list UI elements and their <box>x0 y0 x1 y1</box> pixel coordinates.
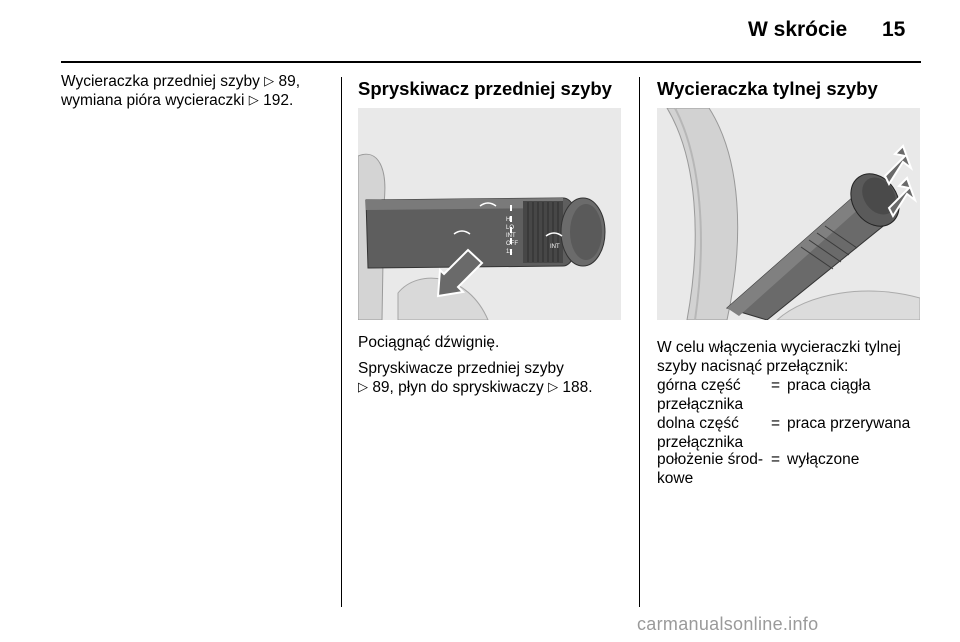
spec-meaning: wyłączone <box>787 451 860 468</box>
washer-ref2: 188. <box>562 379 593 396</box>
col3-intro <box>657 338 920 376</box>
label-int-rear: INT <box>550 244 560 250</box>
col2-text <box>358 333 633 397</box>
spec-term-line1: położenie środ- <box>657 451 763 468</box>
spec-term-line1: dolna część <box>657 415 739 432</box>
spec-meaning: praca ciągła <box>787 377 871 394</box>
section-title: W skrócie <box>748 18 848 41</box>
wiper-front-ref: 89, <box>278 73 301 90</box>
spec-row-top <box>657 376 920 414</box>
washer-ref1: 89, płyn do spryskiwaczy <box>372 379 544 396</box>
spec-sep: = <box>771 451 781 468</box>
rear-wiper-heading: Wycieraczka tylnej szyby <box>657 78 878 99</box>
page-number: 15 <box>882 18 906 41</box>
intro-line1: W celu włączenia wycieraczki tylnej <box>657 339 901 356</box>
rear-wiper-drawing <box>657 108 920 320</box>
label-int: INT <box>506 233 516 239</box>
spec-term-line1: górna część <box>657 377 741 394</box>
column-divider-left <box>341 77 342 607</box>
washer-lever-illustration <box>358 108 621 320</box>
intro-line2: szyby nacisnąć przełącznik: <box>657 358 849 375</box>
wiper-front-label: Wycieraczka przedniej szyby <box>61 73 260 90</box>
xref-icon: ▷ <box>358 379 368 394</box>
spec-row-bottom <box>657 414 920 452</box>
spec-sep: = <box>771 415 781 432</box>
label-off: OFF <box>506 241 518 247</box>
xref-icon: ▷ <box>248 92 259 107</box>
spec-sep: = <box>771 377 781 394</box>
washer-lever-drawing <box>358 108 621 320</box>
xref-icon: ▷ <box>548 379 559 394</box>
spec-term-line2: kowe <box>657 470 694 487</box>
spec-term-line2: przełącznika <box>657 396 744 413</box>
spec-term-line2: przełącznika <box>657 434 744 451</box>
rear-wiper-illustration <box>657 108 920 320</box>
watermark: carmanualsonline.info <box>637 614 819 634</box>
spec-row-middle <box>657 450 920 488</box>
label-hi: HI <box>506 217 512 223</box>
washer-para-line1: Spryskiwacze przedniej szyby <box>358 360 564 377</box>
spec-meaning: praca przerywana <box>787 415 911 432</box>
label-1x: 1x <box>506 249 513 255</box>
xref-icon: ▷ <box>264 73 275 88</box>
washer-heading: Spryskiwacz przedniej szyby <box>358 78 612 99</box>
wiper-blade-ref: 192. <box>263 92 294 109</box>
header-rule <box>61 61 921 63</box>
label-lo: LO <box>506 225 515 231</box>
pull-lever-text: Pociągnąć dźwignię. <box>358 334 500 351</box>
col1-text <box>61 72 333 110</box>
column-divider-right <box>639 77 640 607</box>
wiper-blade-label: wymiana pióra wycieraczki <box>61 92 245 109</box>
